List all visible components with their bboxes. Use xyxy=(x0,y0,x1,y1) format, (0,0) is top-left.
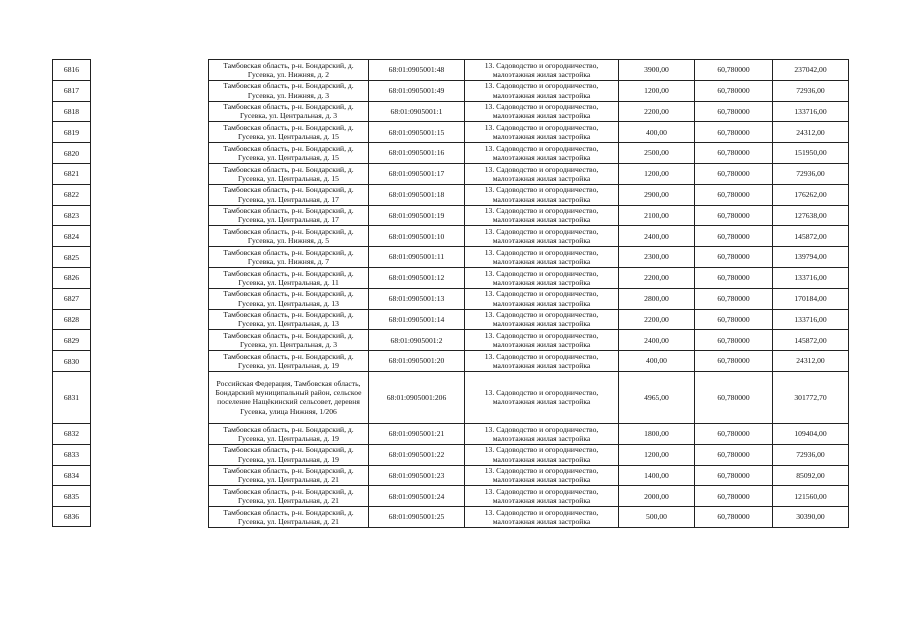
land-use-cell: 13. Садоводство и огородничество, малоэтажная жилая застройка xyxy=(465,444,619,465)
row-number: 6829 xyxy=(53,329,90,350)
table-row xyxy=(209,371,849,423)
cadastral-value-cell: 24312,00 xyxy=(773,122,849,143)
cadastral-number-cell: 68:01:0905001:16 xyxy=(369,143,465,164)
address-cell: Тамбовская область, р-н. Бондарский, д. Гусевка, ул. Центральная, д. 13 xyxy=(209,309,369,330)
cadastral-number-cell: 68:01:0905001:25 xyxy=(369,507,465,528)
land-use-cell: 13. Садоводство и огородничество, малоэтажная жилая застройка xyxy=(465,309,619,330)
cadastral-value-cell: 127638,00 xyxy=(773,205,849,226)
row-number: 6821 xyxy=(53,163,90,184)
table-row xyxy=(209,80,849,101)
area-cell: 400,00 xyxy=(619,122,695,143)
specific-value-cell: 60,780000 xyxy=(695,205,773,226)
table-row xyxy=(209,465,849,486)
area-cell: 1200,00 xyxy=(619,80,695,101)
table-row xyxy=(209,122,849,143)
specific-value-cell: 60,780000 xyxy=(695,247,773,268)
address-cell: Тамбовская область, р-н. Бондарский, д. Гусевка, ул. Центральная, д. 19 xyxy=(209,444,369,465)
land-use-cell: 13. Садоводство и огородничество, малоэтажная жилая застройка xyxy=(465,507,619,528)
table-row xyxy=(209,351,849,372)
address-cell: Тамбовская область, р-н. Бондарский, д. Гусевка, ул. Центральная, д. 19 xyxy=(209,351,369,372)
table-row xyxy=(209,330,849,351)
land-use-cell: 13. Садоводство и огородничество, малоэтажная жилая застройка xyxy=(465,226,619,247)
area-cell: 2200,00 xyxy=(619,101,695,122)
row-number: 6832 xyxy=(53,423,90,444)
table-row xyxy=(209,288,849,309)
table-row xyxy=(209,143,849,164)
specific-value-cell: 60,780000 xyxy=(695,143,773,164)
row-number: 6834 xyxy=(53,465,90,486)
area-cell: 2800,00 xyxy=(619,288,695,309)
cadastral-number-cell: 68:01:0905001:2 xyxy=(369,330,465,351)
address-cell: Тамбовская область, р-н. Бондарский, д. Гусевка, ул. Центральная, д. 13 xyxy=(209,288,369,309)
address-cell: Тамбовская область, р-н. Бондарский, д. Гусевка, ул. Центральная, д. 15 xyxy=(209,143,369,164)
table-row xyxy=(209,486,849,507)
row-number: 6816 xyxy=(53,59,90,80)
row-number: 6828 xyxy=(53,309,90,330)
table-row xyxy=(209,444,849,465)
cadastral-value-cell: 170184,00 xyxy=(773,288,849,309)
address-cell: Тамбовская область, р-н. Бондарский, д. Гусевка, ул. Центральная, д. 21 xyxy=(209,486,369,507)
address-cell: Тамбовская область, р-н. Бондарский, д. Гусевка, ул. Нижняя, д. 3 xyxy=(209,80,369,101)
specific-value-cell: 60,780000 xyxy=(695,309,773,330)
cadastral-number-cell: 68:01:0905001:24 xyxy=(369,486,465,507)
area-cell: 3900,00 xyxy=(619,60,695,81)
row-number: 6824 xyxy=(53,225,90,246)
area-cell: 2400,00 xyxy=(619,330,695,351)
cadastral-number-cell: 68:01:0905001:206 xyxy=(369,371,465,423)
land-use-cell: 13. Садоводство и огородничество, малоэтажная жилая застройка xyxy=(465,267,619,288)
table-row xyxy=(209,267,849,288)
table-row xyxy=(209,507,849,528)
cadastral-value-cell: 72936,00 xyxy=(773,80,849,101)
specific-value-cell: 60,780000 xyxy=(695,80,773,101)
cadastral-number-cell: 68:01:0905001:15 xyxy=(369,122,465,143)
specific-value-cell: 60,780000 xyxy=(695,371,773,423)
specific-value-cell: 60,780000 xyxy=(695,486,773,507)
address-cell: Тамбовская область, р-н. Бондарский, д. Гусевка, ул. Центральная, д. 15 xyxy=(209,163,369,184)
area-cell: 2100,00 xyxy=(619,205,695,226)
land-use-cell: 13. Садоводство и огородничество, малоэтажная жилая застройка xyxy=(465,143,619,164)
cadastral-number-cell: 68:01:0905001:23 xyxy=(369,465,465,486)
specific-value-cell: 60,780000 xyxy=(695,184,773,205)
row-number-column xyxy=(52,59,91,527)
specific-value-cell: 60,780000 xyxy=(695,330,773,351)
land-use-cell: 13. Садоводство и огородничество, малоэтажная жилая застройка xyxy=(465,486,619,507)
row-number: 6822 xyxy=(53,184,90,205)
cadastral-number-cell: 68:01:0905001:14 xyxy=(369,309,465,330)
address-cell: Тамбовская область, р-н. Бондарский, д. Гусевка, ул. Центральная, д. 11 xyxy=(209,267,369,288)
cadastral-number-cell: 68:01:0905001:12 xyxy=(369,267,465,288)
specific-value-cell: 60,780000 xyxy=(695,288,773,309)
table-row xyxy=(209,101,849,122)
cadastral-number-cell: 68:01:0905001:17 xyxy=(369,163,465,184)
cadastral-value-cell: 151950,00 xyxy=(773,143,849,164)
land-use-cell: 13. Садоводство и огородничество, малоэтажная жилая застройка xyxy=(465,423,619,444)
specific-value-cell: 60,780000 xyxy=(695,60,773,81)
cadastral-number-cell: 68:01:0905001:13 xyxy=(369,288,465,309)
row-number: 6827 xyxy=(53,288,90,309)
land-use-cell: 13. Садоводство и огородничество, малоэтажная жилая застройка xyxy=(465,163,619,184)
cadastral-value-cell: 133716,00 xyxy=(773,101,849,122)
address-cell: Тамбовская область, р-н. Бондарский, д. Гусевка, ул. Центральная, д. 19 xyxy=(209,423,369,444)
row-number: 6819 xyxy=(53,121,90,142)
area-cell: 2900,00 xyxy=(619,184,695,205)
specific-value-cell: 60,780000 xyxy=(695,267,773,288)
land-use-cell: 13. Садоводство и огородничество, малоэтажная жилая застройка xyxy=(465,330,619,351)
cadastral-number-cell: 68:01:0905001:49 xyxy=(369,80,465,101)
address-cell: Тамбовская область, р-н. Бондарский, д. Гусевка, ул. Нижняя, д. 7 xyxy=(209,247,369,268)
cadastral-number-cell: 68:01:0905001:1 xyxy=(369,101,465,122)
address-cell: Тамбовская область, р-н. Бондарский, д. Гусевка, ул. Нижняя, д. 2 xyxy=(209,60,369,81)
land-use-cell: 13. Садоводство и огородничество, малоэтажная жилая застройка xyxy=(465,60,619,81)
specific-value-cell: 60,780000 xyxy=(695,351,773,372)
specific-value-cell: 60,780000 xyxy=(695,122,773,143)
area-cell: 2300,00 xyxy=(619,247,695,268)
cadastral-value-cell: 145872,00 xyxy=(773,226,849,247)
land-use-cell: 13. Садоводство и огородничество, малоэтажная жилая застройка xyxy=(465,122,619,143)
land-use-cell: 13. Садоводство и огородничество, малоэтажная жилая застройка xyxy=(465,101,619,122)
cadastral-value-table xyxy=(208,59,849,528)
address-cell: Тамбовская область, р-н. Бондарский, д. Гусевка, ул. Центральная, д. 17 xyxy=(209,205,369,226)
land-use-cell: 13. Садоводство и огородничество, малоэтажная жилая застройка xyxy=(465,247,619,268)
cadastral-value-cell: 145872,00 xyxy=(773,330,849,351)
area-cell: 500,00 xyxy=(619,507,695,528)
table-row xyxy=(209,184,849,205)
address-cell: Тамбовская область, р-н. Бондарский, д. Гусевка, ул. Центральная, д. 3 xyxy=(209,101,369,122)
land-use-cell: 13. Садоводство и огородничество, малоэтажная жилая застройка xyxy=(465,184,619,205)
address-cell: Российская Федерация, Тамбовская область, Бондарский муниципальный район, сельское поселение Нащёкинский сельсовет, деревня Гусевка, улица Нижняя, 1/206 xyxy=(209,371,369,423)
cadastral-value-cell: 301772,70 xyxy=(773,371,849,423)
row-number: 6831 xyxy=(53,371,90,423)
address-cell: Тамбовская область, р-н. Бондарский, д. Гусевка, ул. Центральная, д. 21 xyxy=(209,507,369,528)
table-row xyxy=(209,423,849,444)
cadastral-value-cell: 121560,00 xyxy=(773,486,849,507)
area-cell: 1800,00 xyxy=(619,423,695,444)
row-number: 6818 xyxy=(53,101,90,122)
table-row xyxy=(209,226,849,247)
land-use-cell: 13. Садоводство и огородничество, малоэтажная жилая застройка xyxy=(465,80,619,101)
specific-value-cell: 60,780000 xyxy=(695,226,773,247)
cadastral-number-cell: 68:01:0905001:21 xyxy=(369,423,465,444)
specific-value-cell: 60,780000 xyxy=(695,163,773,184)
row-number: 6826 xyxy=(53,267,90,288)
table-row xyxy=(209,205,849,226)
cadastral-value-cell: 176262,00 xyxy=(773,184,849,205)
cadastral-number-cell: 68:01:0905001:10 xyxy=(369,226,465,247)
cadastral-value-cell: 133716,00 xyxy=(773,309,849,330)
address-cell: Тамбовская область, р-н. Бондарский, д. Гусевка, ул. Центральная, д. 15 xyxy=(209,122,369,143)
area-cell: 1200,00 xyxy=(619,163,695,184)
land-use-cell: 13. Садоводство и огородничество, малоэтажная жилая застройка xyxy=(465,465,619,486)
area-cell: 2500,00 xyxy=(619,143,695,164)
cadastral-value-cell: 237042,00 xyxy=(773,60,849,81)
specific-value-cell: 60,780000 xyxy=(695,507,773,528)
area-cell: 4965,00 xyxy=(619,371,695,423)
cadastral-number-cell: 68:01:0905001:11 xyxy=(369,247,465,268)
cadastral-number-cell: 68:01:0905001:18 xyxy=(369,184,465,205)
cadastral-number-cell: 68:01:0905001:19 xyxy=(369,205,465,226)
table-row xyxy=(209,60,849,81)
row-number: 6836 xyxy=(53,506,90,527)
land-use-cell: 13. Садоводство и огородничество, малоэтажная жилая застройка xyxy=(465,371,619,423)
specific-value-cell: 60,780000 xyxy=(695,101,773,122)
row-number: 6820 xyxy=(53,142,90,163)
table-body xyxy=(209,60,849,528)
land-use-cell: 13. Садоводство и огородничество, малоэтажная жилая застройка xyxy=(465,351,619,372)
specific-value-cell: 60,780000 xyxy=(695,465,773,486)
area-cell: 2200,00 xyxy=(619,309,695,330)
area-cell: 2400,00 xyxy=(619,226,695,247)
row-number: 6833 xyxy=(53,444,90,465)
cadastral-number-cell: 68:01:0905001:22 xyxy=(369,444,465,465)
area-cell: 1400,00 xyxy=(619,465,695,486)
table-row xyxy=(209,247,849,268)
specific-value-cell: 60,780000 xyxy=(695,444,773,465)
row-number: 6830 xyxy=(53,350,90,371)
row-number: 6835 xyxy=(53,485,90,506)
land-use-cell: 13. Садоводство и огородничество, малоэтажная жилая застройка xyxy=(465,288,619,309)
address-cell: Тамбовская область, р-н. Бондарский, д. Гусевка, ул. Нижняя, д. 5 xyxy=(209,226,369,247)
address-cell: Тамбовская область, р-н. Бондарский, д. Гусевка, ул. Центральная, д. 21 xyxy=(209,465,369,486)
table-row xyxy=(209,163,849,184)
area-cell: 1200,00 xyxy=(619,444,695,465)
address-cell: Тамбовская область, р-н. Бондарский, д. Гусевка, ул. Центральная, д. 3 xyxy=(209,330,369,351)
table-row xyxy=(209,309,849,330)
area-cell: 2200,00 xyxy=(619,267,695,288)
cadastral-value-cell: 109404,00 xyxy=(773,423,849,444)
area-cell: 2000,00 xyxy=(619,486,695,507)
specific-value-cell: 60,780000 xyxy=(695,423,773,444)
address-cell: Тамбовская область, р-н. Бондарский, д. Гусевка, ул. Центральная, д. 17 xyxy=(209,184,369,205)
cadastral-number-cell: 68:01:0905001:48 xyxy=(369,60,465,81)
cadastral-value-cell: 85092,00 xyxy=(773,465,849,486)
land-use-cell: 13. Садоводство и огородничество, малоэтажная жилая застройка xyxy=(465,205,619,226)
row-number: 6825 xyxy=(53,246,90,267)
cadastral-value-cell: 72936,00 xyxy=(773,163,849,184)
row-number: 6823 xyxy=(53,205,90,226)
cadastral-value-cell: 133716,00 xyxy=(773,267,849,288)
cadastral-value-cell: 139794,00 xyxy=(773,247,849,268)
cadastral-value-cell: 30390,00 xyxy=(773,507,849,528)
cadastral-number-cell: 68:01:0905001:20 xyxy=(369,351,465,372)
area-cell: 400,00 xyxy=(619,351,695,372)
row-number: 6817 xyxy=(53,80,90,101)
cadastral-value-cell: 72936,00 xyxy=(773,444,849,465)
cadastral-value-cell: 24312,00 xyxy=(773,351,849,372)
